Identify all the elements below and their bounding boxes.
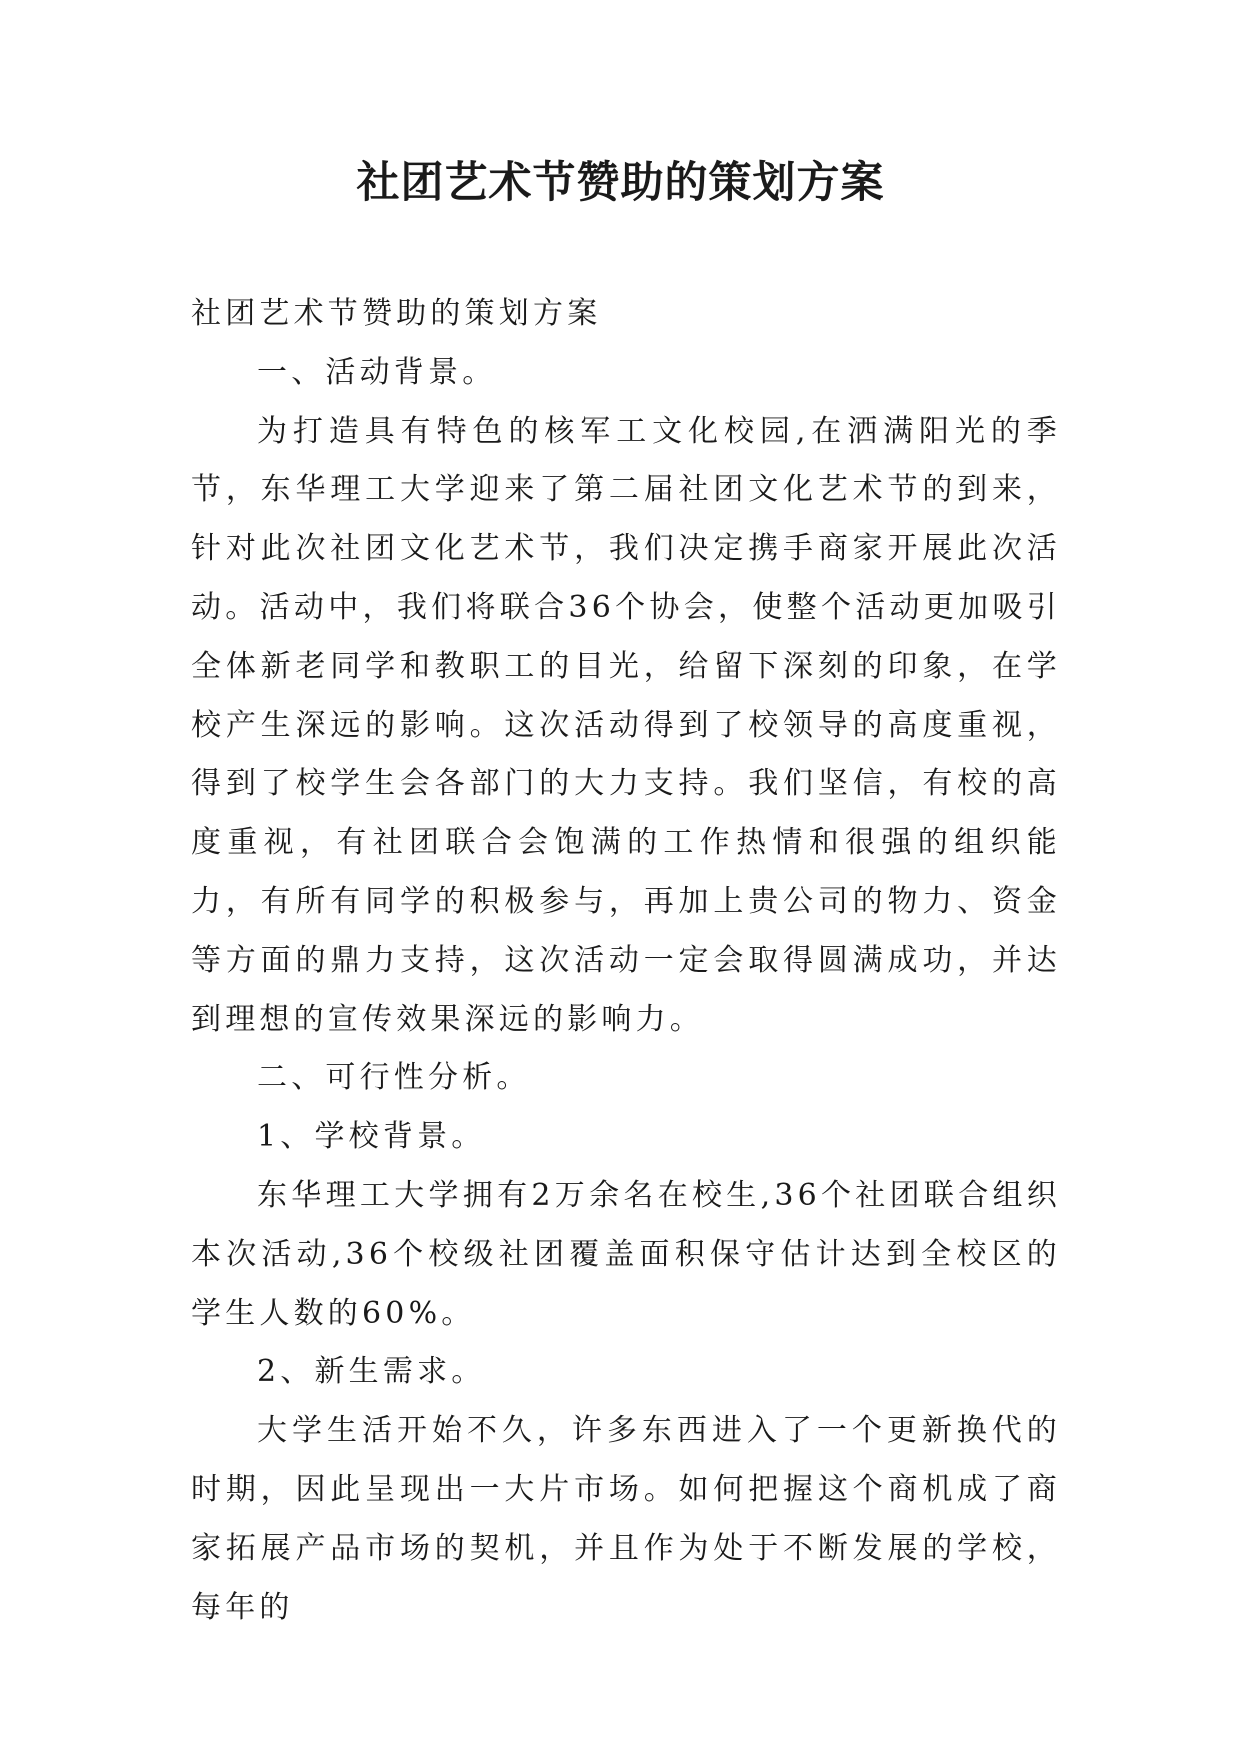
paragraph-school-background: 东华理工大学拥有2万余名在校生,36个社团联合组织本次活动,36个校级社团覆盖面积保守估计达到全校区的学生人数的60%。: [191, 1177, 1061, 1331]
document-title: 社团艺术节赞助的策划方案: [356, 158, 885, 208]
paragraph-subtitle: 社团艺术节赞助的策划方案: [191, 296, 602, 331]
heading-school-background: 1、学校背景。: [257, 1119, 486, 1155]
document-body: [191, 285, 1061, 1637]
heading-activity-background: 一、活动背景。: [257, 354, 497, 390]
heading-freshman-needs: 2、新生需求。: [257, 1354, 486, 1390]
paragraph-freshman-needs: 大学生活开始不久，许多东西进入了一个更新换代的时期，因此呈现出一大片市场。如何把握这个商机成了商家拓展产品市场的契机，并且作为处于不断发展的学校，每年的: [191, 1413, 1061, 1625]
heading-feasibility-analysis: 二、可行性分析。: [257, 1060, 531, 1096]
paragraph-activity-background: 为打造具有特色的核军工文化校园,在洒满阳光的季节，东华理工大学迎来了第二届社团文化艺术节的到来，针对此次社团文化艺术节，我们决定携手商家开展此次活动。活动中，我们将联合36个协会，使整个活动更加吸引全体新老同学和教职工的目光，给留下深刻的印象，在学校产生深远的影响。这次活动得到了校领导的高度重视，得到了校学生会各部门的大力支持。我们坚信，有校的高度重视，有社团联合会饱满的工作热情和很强的组织能力，有所有同学的积极参与，再加上贵公司的物力、资金等方面的鼎力支持，这次活动一定会取得圆满成功，并达到理想的宣传效果深远的影响力。: [191, 413, 1061, 1037]
